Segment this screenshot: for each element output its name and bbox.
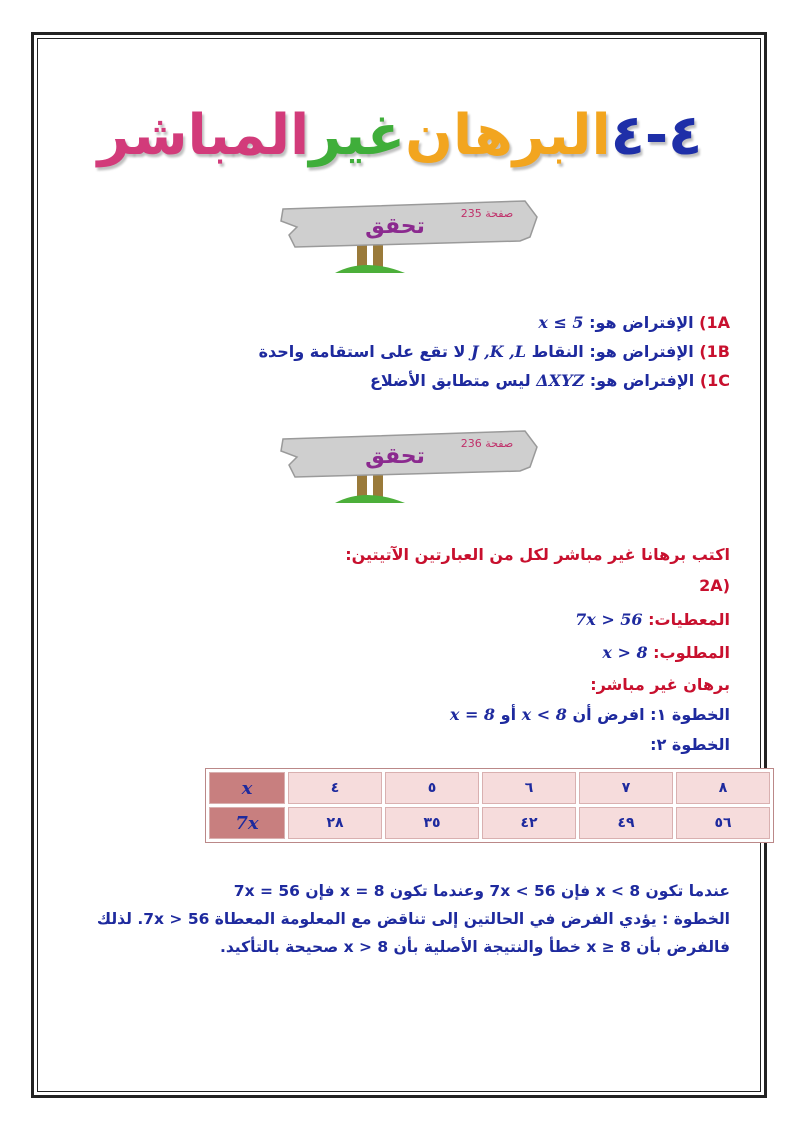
- item-math: J ,K ,L: [470, 342, 526, 361]
- table-head: x: [209, 772, 285, 804]
- conclusion-line: عندما تكون 8 > x فإن 56 > 7x وعندما تكون 8 = x فإن 56 = 7x: [233, 882, 730, 900]
- instruction: اكتب برهانا غير مباشر لكل من العبارتين الآتيتين:: [345, 545, 730, 564]
- item-tail: لا تقع على استقامة واحدة: [258, 342, 466, 361]
- title-part: ٤: [610, 102, 645, 168]
- title-part: -: [644, 102, 669, 168]
- conclusion-line: الخطوة : يؤدي الفرض في الحالتين إلى تناقض مع المعلومة المعطاة 56 < 7x. لذلك: [96, 910, 730, 928]
- check-sign-2: [275, 425, 540, 505]
- check-sign-1: [275, 195, 540, 275]
- required: [602, 643, 730, 662]
- table-cell: ٥: [385, 772, 479, 804]
- conclusion: [70, 877, 730, 961]
- step1-math1: x < 8: [521, 705, 567, 724]
- required-math: x > 8: [602, 643, 648, 662]
- values-table: [205, 768, 774, 843]
- page-reference: صفحة 236: [460, 437, 514, 450]
- item-1b: [259, 342, 730, 361]
- check-label: تحقق: [365, 444, 425, 469]
- title-part: المباشر: [97, 102, 310, 168]
- item-math: x ≤ 5: [538, 313, 584, 332]
- item-number: 1A): [699, 313, 730, 332]
- title-part: ٤: [668, 102, 703, 168]
- check-label: تحقق: [365, 214, 425, 239]
- item-text: الإفتراض هو:: [589, 371, 695, 390]
- page-reference: صفحة 235: [460, 207, 514, 220]
- table-cell: ٤: [288, 772, 382, 804]
- item-math: ΔXYZ: [536, 371, 585, 390]
- table-head: 7x: [209, 807, 285, 839]
- table-row: [209, 772, 770, 804]
- given: [575, 610, 730, 629]
- table-cell: ٥٦: [676, 807, 770, 839]
- table-cell: ٨: [676, 772, 770, 804]
- table-cell: ٢٨: [288, 807, 382, 839]
- item-1a: [538, 313, 730, 332]
- given-math: 7x > 56: [575, 610, 643, 629]
- item-text: الإفتراض هو: النقاط: [531, 342, 694, 361]
- required-label: المطلوب:: [653, 643, 730, 662]
- item-1c: [370, 371, 730, 390]
- table-cell: ٣٥: [385, 807, 479, 839]
- step1-or: أو: [500, 705, 517, 724]
- table-row: [209, 807, 770, 839]
- item-number: 1C): [699, 371, 730, 390]
- step-2: الخطوة ٢:: [650, 735, 730, 754]
- item-text: الإفتراض هو:: [589, 313, 694, 332]
- table-cell: ٧: [579, 772, 673, 804]
- grass-icon: [335, 265, 405, 273]
- grass-icon: [335, 495, 405, 503]
- item-tail: ليس متطابق الأضلاع: [369, 371, 531, 390]
- step-1: [450, 705, 730, 724]
- part-label: (2A: [699, 576, 730, 595]
- proof-label: برهان غير مباشر:: [590, 675, 730, 694]
- given-label: المعطيات:: [648, 610, 730, 629]
- table-cell: ٤٢: [482, 807, 576, 839]
- item-number: 1B): [699, 342, 730, 361]
- title-part: غير: [309, 102, 406, 168]
- table-cell: ٤٩: [579, 807, 673, 839]
- step1-math2: x = 8: [449, 705, 496, 724]
- conclusion-line: فالفرض بأن 8 ≤ x خطأ والنتيجة الأصلية بأن 8 < x صحيحة بالتأكيد.: [219, 938, 730, 956]
- title-part: البرهان: [405, 102, 611, 168]
- step1-text: الخطوة ١: افرض أن: [572, 705, 730, 724]
- lesson-title: [97, 95, 703, 175]
- table-cell: ٦: [482, 772, 576, 804]
